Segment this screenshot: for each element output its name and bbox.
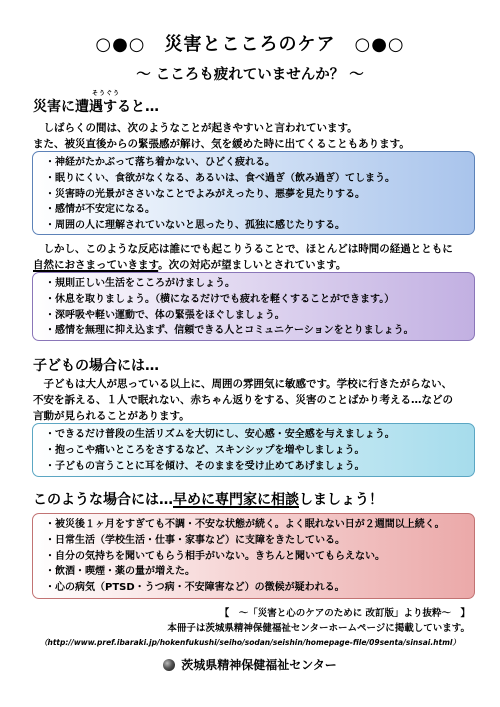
homepage-url: （http://www.pref.ibaraki.jp/hokenfukushi/seiho/sodan/seishin/homepage-file/09senta/sinsai.html） <box>40 638 460 647</box>
list-item: ・飲酒・喫煙・薬の量が増えた。 <box>45 566 195 578</box>
list-item: ・子どもの言うことに耳を傾け、そのままを受け止めてあげましょう。 <box>45 460 365 472</box>
text-line: 子どもは大人が思っている以上に、周囲の雰囲気に敏感です。学校に行きたがらない、 <box>33 378 453 390</box>
text-line: 言動が見られることがあります。 <box>33 410 190 422</box>
list-item: ・抱っこや痛いところをさするなど、スキンシップを増やしましょう。 <box>45 444 365 456</box>
list-item: ・規則正しい生活をこころがけましょう。 <box>45 278 235 289</box>
list-item: ・できるだけ普段の生活リズムを大切にし、安心感・安全感を与えましょう。 <box>45 429 395 440</box>
heading-part: このような場合には… <box>33 492 173 508</box>
symptom-list-box <box>32 151 475 235</box>
ruby-reading: そうぐう <box>92 90 121 97</box>
org-logo-icon <box>163 659 175 671</box>
list-item: ・自分の気持ちを聞いてもらう相手がいない。きちんと聞いてもらえない。 <box>45 550 385 562</box>
section-recovery-text <box>33 241 475 273</box>
underlined-phrase: 自然におさまっていきます <box>33 259 159 271</box>
list-item: ・被災後１ヶ月をすぎても不調・不安な状態が続く。よく眠れない日が２週間以上続く。 <box>45 519 445 530</box>
page-subtitle: ～ こころも疲れていませんか？ ～ <box>136 67 364 83</box>
organization-name: 茨城県精神保健福祉センター <box>181 658 337 672</box>
text-line: 不安を訴える、１人で眠れない、赤ちゃん返りをする、災害のことばかり考える…などの <box>33 394 453 406</box>
list-item: ・日常生活（学校生活・仕事・家事など）に支障をきたしている。 <box>45 534 345 546</box>
section-intro-children <box>33 376 475 424</box>
section-heading-consult <box>33 489 383 509</box>
page-title: ○●○ 災害とこころのケア ○●○ <box>95 34 405 55</box>
text-line-rest: 。次の対応が望ましいとされています。 <box>158 259 347 271</box>
list-item: ・感情を無理に抑え込まず、信頼できる人とコミュニケーションをとりましょう。 <box>45 325 414 337</box>
organization-footer <box>0 656 500 673</box>
publication-note: 本冊子は茨城県精神保健福祉センターホームページに掲載しています。 <box>167 623 470 634</box>
list-item: ・休息を取りましょう。（横になるだけでも疲れを軽くすることができます。） <box>45 293 395 305</box>
section-intro-disaster <box>33 120 475 152</box>
coping-list-box <box>32 272 475 341</box>
list-item: ・感情が不安定になる。 <box>45 204 155 216</box>
list-item: ・眠りにくい、食欲がなくなる、あるいは、食べ過ぎ（飲み過ぎ）てしまう。 <box>45 172 395 184</box>
text-line: しばらくの間は、次のようなことが起きやすいと言われています。 <box>33 122 358 134</box>
warning-signs-box <box>32 513 475 599</box>
list-item: ・周囲の人に理解されていないと思ったり、孤独に感じたりする。 <box>45 220 345 232</box>
list-item: ・災害時の光景がささいなことでよみがえったり、悪夢を見たりする。 <box>45 188 365 200</box>
text-line <box>33 257 475 273</box>
children-list-box <box>32 423 475 477</box>
heading-part: しましょう！ <box>299 492 383 508</box>
text-line: また、被災直後からの緊張感が解け、気を緩めた時に出てくることもあります。 <box>33 138 410 150</box>
text-line: しかし、このような反応は誰にでも起こりうることで、ほとんどは時間の経過とともに <box>33 243 453 255</box>
heading-underlined: 早めに専門家に相談 <box>173 492 299 508</box>
list-item: ・心の病気（PTSD・うつ病・不安障害など）の徴候が疑われる。 <box>45 582 345 594</box>
section-heading-children: 子どもの場合には… <box>33 358 159 374</box>
list-item: ・神経がたかぶって落ち着かない、ひどく疲れる。 <box>45 157 275 168</box>
citation: 【 ～「災害と心のケアのために 改訂版」より抜粋～ 】 <box>219 608 470 619</box>
list-item: ・深呼吸や軽い運動で、体の緊張をほぐしましょう。 <box>45 309 285 321</box>
section-heading-disaster: 災害に遭遇すると… <box>33 99 159 115</box>
